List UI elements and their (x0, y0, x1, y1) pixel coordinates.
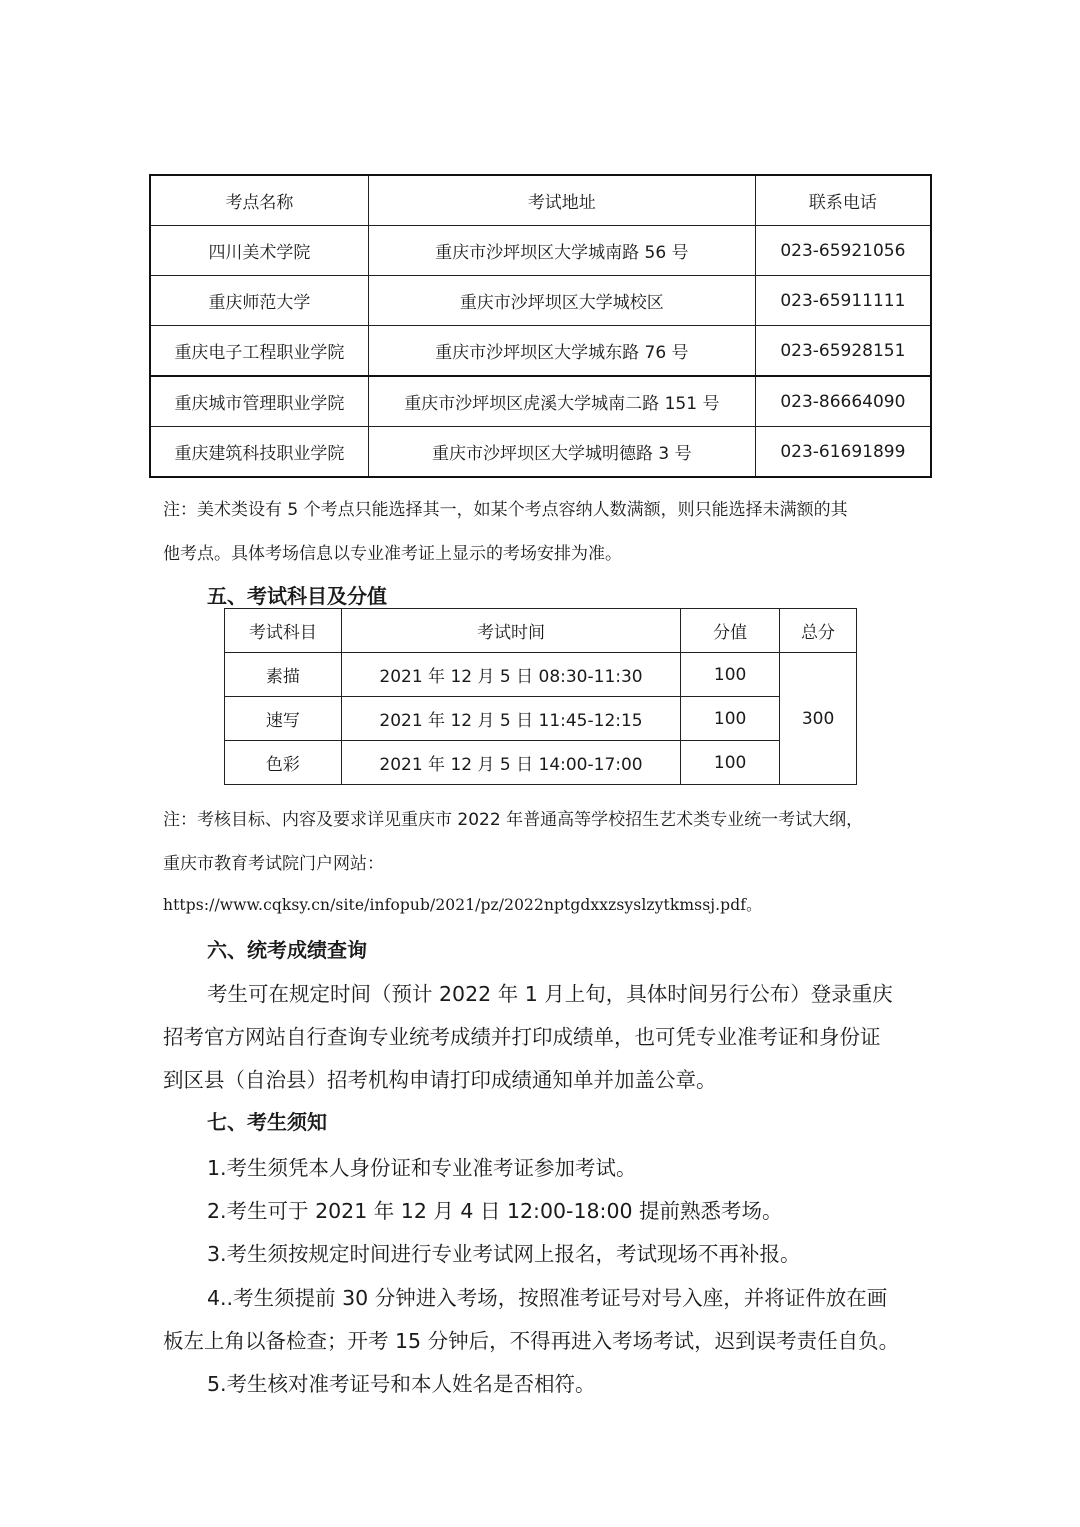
venue-name: 重庆城市管理职业学院 (150, 376, 368, 427)
venue-address: 重庆市沙坪坝区大学城南路 56 号 (368, 226, 755, 276)
table-row (225, 697, 857, 741)
paragraph-line: 招考官方网站自行查询专业统考成绩并打印成绩单，也可凭专业准考证和身份证 (163, 1025, 881, 1049)
venue-name: 四川美术学院 (150, 226, 368, 276)
subject-score: 100 (681, 697, 780, 741)
section-heading: 五、考试科目及分值 (207, 584, 387, 608)
syllabus-note-line: 重庆市教育考试院门户网站： (163, 854, 384, 874)
table-row (150, 276, 931, 326)
subject-score: 100 (681, 741, 780, 785)
notice-item: 1.考生须凭本人身份证和专业准考证参加考试。 (207, 1156, 637, 1180)
exam-time: 2021 年 12 月 5 日 14:00-17:00 (341, 741, 680, 785)
subject-name: 速写 (225, 697, 342, 741)
column-header: 考试时间 (341, 609, 680, 653)
paragraph-line: 到区县（自治县）招考机构申请打印成绩通知单并加盖公章。 (163, 1068, 717, 1092)
venue-name: 重庆师范大学 (150, 276, 368, 326)
venue-phone: 023-65921056 (755, 226, 931, 276)
section-heading: 六、统考成绩查询 (207, 938, 367, 962)
table-header-row (225, 609, 857, 653)
venue-address: 重庆市沙坪坝区虎溪大学城南二路 151 号 (368, 376, 755, 427)
exam-time: 2021 年 12 月 5 日 11:45-12:15 (341, 697, 680, 741)
total-score: 300 (780, 653, 857, 785)
venue-address: 重庆市沙坪坝区大学城东路 76 号 (368, 326, 755, 377)
venue-address: 重庆市沙坪坝区大学城校区 (368, 276, 755, 326)
notice-item: 板左上角以备检查；开考 15 分钟后，不得再进入考场考试，迟到误考责任自负。 (163, 1329, 900, 1353)
venue-phone: 023-65928151 (755, 326, 931, 377)
venue-address: 重庆市沙坪坝区大学城明德路 3 号 (368, 427, 755, 478)
syllabus-url[interactable]: https://www.cqksy.cn/site/infopub/2021/pz/2022nptgdxxzsyslzytkmssj.pdf。 (163, 896, 762, 914)
table-row (150, 226, 931, 276)
column-header: 联系电话 (755, 175, 931, 226)
notice-item: 2.考生可于 2021 年 12 月 4 日 12:00-18:00 提前熟悉考场。 (207, 1199, 783, 1223)
table-row (225, 653, 857, 697)
subject-name: 色彩 (225, 741, 342, 785)
venue-phone: 023-86664090 (755, 376, 931, 427)
column-header: 考点名称 (150, 175, 368, 226)
table-row (150, 376, 931, 427)
table-row (150, 427, 931, 478)
subject-name: 素描 (225, 653, 342, 697)
table-row (150, 326, 931, 377)
notice-item: 4..考生须提前 30 分钟进入考场，按照准考证号对号入座，并将证件放在画 (207, 1286, 888, 1310)
notice-item: 5.考生核对准考证号和本人姓名是否相符。 (207, 1372, 596, 1396)
venue-phone: 023-61691899 (755, 427, 931, 478)
paragraph-line: 考生可在规定时间（预计 2022 年 1 月上旬，具体时间另行公布）登录重庆 (207, 982, 893, 1006)
table-row (225, 741, 857, 785)
column-header: 总分 (780, 609, 857, 653)
venue-note-line: 他考点。具体考场信息以专业准考证上显示的考场安排为准。 (163, 544, 622, 564)
venue-name: 重庆电子工程职业学院 (150, 326, 368, 377)
exam-time: 2021 年 12 月 5 日 08:30-11:30 (341, 653, 680, 697)
venue-note-line: 注：美术类设有 5 个考点只能选择其一，如某个考点容纳人数满额，则只能选择未满额的其 (163, 500, 848, 520)
syllabus-note-line: 注：考核目标、内容及要求详见重庆市 2022 年普通高等学校招生艺术类专业统一考试大纲， (163, 810, 864, 830)
venue-table (149, 174, 932, 478)
column-header: 考试科目 (225, 609, 342, 653)
subject-score: 100 (681, 653, 780, 697)
column-header: 分值 (681, 609, 780, 653)
exam-subject-table (224, 608, 857, 785)
notice-item: 3.考生须按规定时间进行专业考试网上报名，考试现场不再补报。 (207, 1242, 801, 1266)
column-header: 考试地址 (368, 175, 755, 226)
venue-phone: 023-65911111 (755, 276, 931, 326)
section-heading: 七、考生须知 (207, 1110, 327, 1134)
venue-name: 重庆建筑科技职业学院 (150, 427, 368, 478)
table-header-row (150, 175, 931, 226)
